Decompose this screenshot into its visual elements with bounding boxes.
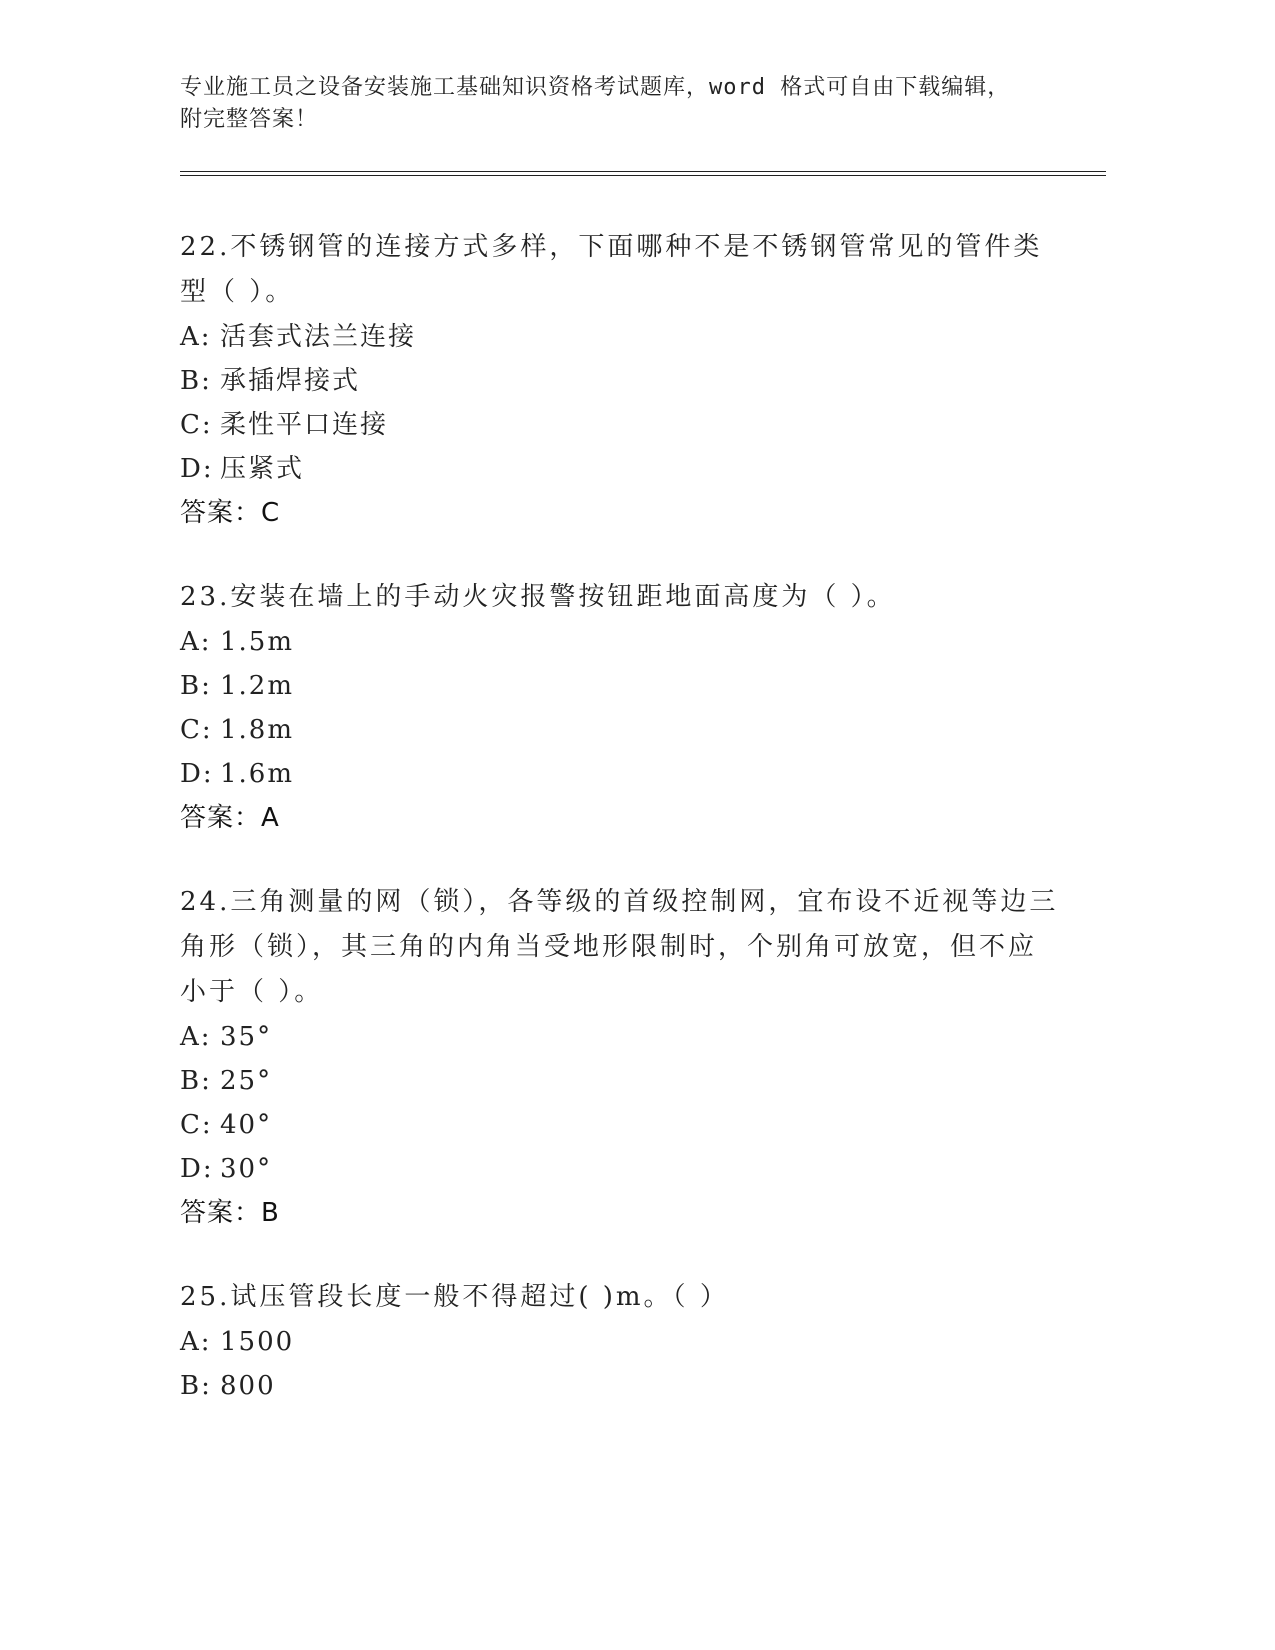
- header-line-1: 专业施工员之设备安装施工基础知识资格考试题库，word 格式可自由下载编辑，: [180, 75, 1011, 100]
- option-key: A:: [180, 627, 212, 657]
- option-text: 活套式法兰连接: [220, 322, 417, 352]
- option-text: 1500: [220, 1327, 295, 1357]
- option-text: 1.5m: [220, 627, 295, 657]
- option-key: A:: [180, 1327, 212, 1357]
- option-b: [180, 1364, 1060, 1408]
- option-key: A:: [180, 1022, 212, 1052]
- header-divider-bottom: [180, 175, 1106, 176]
- option-d: [180, 752, 1060, 796]
- question-24: [180, 880, 1060, 1235]
- option-d: [180, 447, 1060, 491]
- answer-line: 答案：B: [180, 1198, 280, 1228]
- option-key: D:: [180, 454, 214, 484]
- option-d: [180, 1147, 1060, 1191]
- option-key: B:: [180, 1066, 212, 1096]
- document-header: [180, 72, 1060, 136]
- question-stem: 25.试压管段长度一般不得超过( )m。（ ）: [180, 1282, 729, 1312]
- option-key: C:: [180, 410, 213, 440]
- option-b: [180, 664, 1060, 708]
- option-a: [180, 1320, 1060, 1364]
- question-23: [180, 575, 1060, 840]
- option-b: [180, 359, 1060, 403]
- question-stem: 22.不锈钢管的连接方式多样，下面哪种不是不锈钢管常见的管件类型（ ）。: [180, 232, 1043, 307]
- option-text: 柔性平口连接: [220, 410, 389, 440]
- option-b: [180, 1059, 1060, 1103]
- option-text: 1.2m: [220, 671, 295, 701]
- option-key: A:: [180, 322, 212, 352]
- option-key: B:: [180, 1371, 212, 1401]
- option-key: B:: [180, 671, 212, 701]
- option-c: [180, 403, 1060, 447]
- option-text: 40°: [220, 1110, 273, 1140]
- header-line-2: 附完整答案！: [180, 107, 319, 132]
- option-key: C:: [180, 1110, 213, 1140]
- option-text: 30°: [220, 1154, 273, 1184]
- option-text: 1.6m: [220, 759, 295, 789]
- header-divider-top: [180, 171, 1106, 172]
- question-stem: 24.三角测量的网（锁），各等级的首级控制网，宜布设不近视等边三角形（锁），其三角的内角当受地形限制时，个别角可放宽，但不应小于（ ）。: [180, 887, 1059, 1007]
- option-key: C:: [180, 715, 213, 745]
- option-text: 800: [220, 1371, 276, 1401]
- option-a: [180, 1015, 1060, 1059]
- question-25: [180, 1275, 1060, 1408]
- option-key: D:: [180, 1154, 214, 1184]
- option-key: D:: [180, 759, 214, 789]
- question-stem: 23.安装在墙上的手动火灾报警按钮距地面高度为（ ）。: [180, 582, 896, 612]
- option-key: B:: [180, 366, 212, 396]
- option-text: 1.8m: [220, 715, 295, 745]
- question-22: [180, 225, 1060, 535]
- option-a: [180, 315, 1060, 359]
- option-text: 承插焊接式: [220, 366, 361, 396]
- option-a: [180, 620, 1060, 664]
- question-list: [180, 225, 1060, 1448]
- option-text: 35°: [220, 1022, 273, 1052]
- option-text: 压紧式: [220, 454, 305, 484]
- option-text: 25°: [220, 1066, 273, 1096]
- option-c: [180, 1103, 1060, 1147]
- answer-line: 答案：C: [180, 498, 281, 528]
- option-c: [180, 708, 1060, 752]
- answer-line: 答案：A: [180, 803, 280, 833]
